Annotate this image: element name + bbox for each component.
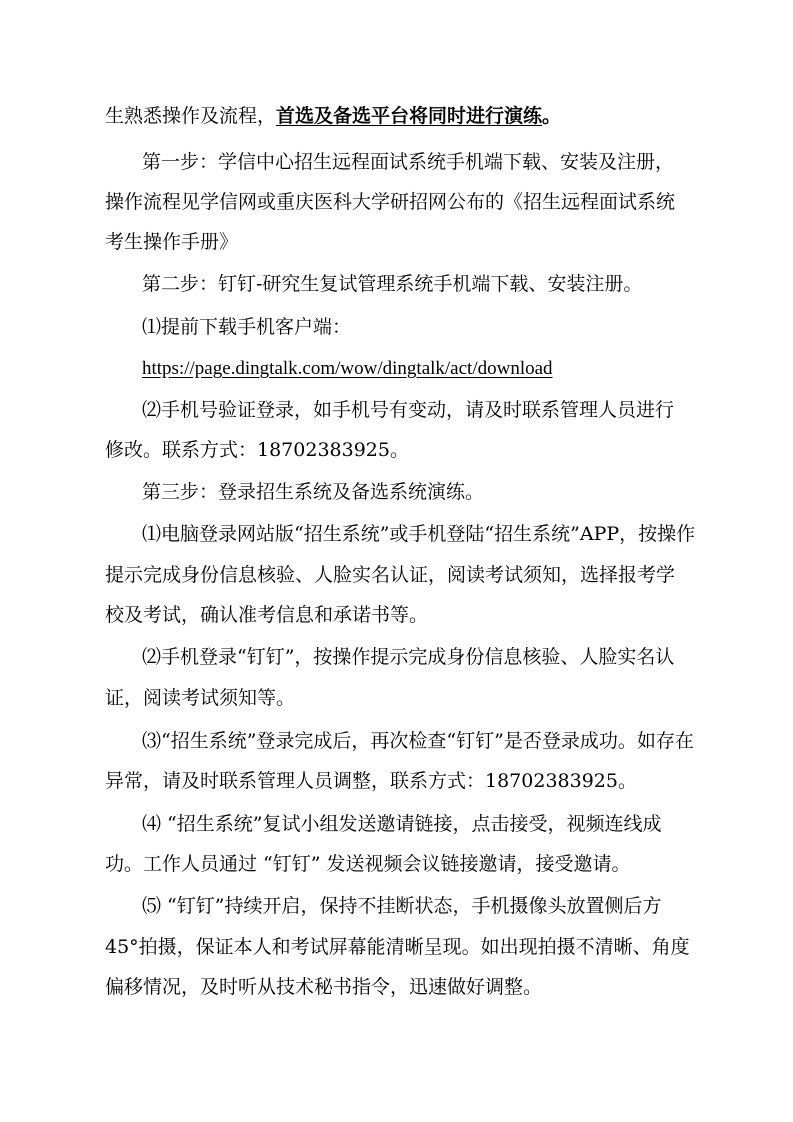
step2-item-2-line-1: ⑵手机号验证登录，如手机号有变动，请及时联系管理人员进行 <box>142 399 675 421</box>
step3-item-2-line-2: 证，阅读考试须知等。 <box>105 687 296 709</box>
step3-line-1: 第三步：登录招生系统及备选系统演练。 <box>142 481 485 503</box>
intro-emphasis: 首选及备选平台将同时进行演练 <box>276 105 543 127</box>
step3-item-4-line-2: 功。工作人员通过 “钉钉” 发送视频会议链接邀请，接受邀请。 <box>105 853 631 875</box>
step3-item-1-line-3: 校及考试，确认准考信息和承诺书等。 <box>105 604 429 626</box>
intro-text-a: 生熟悉操作及流程， <box>105 105 277 127</box>
step3-item-5-line-3: 偏移情况，及时听从技术秘书指令，迅速做好调整。 <box>105 976 543 998</box>
step1-line-3: 考生操作手册》 <box>105 231 239 253</box>
intro-text-c: 。 <box>542 105 562 127</box>
step3-item-1-line-1: ⑴电脑登录网站版“招生系统”或手机登陆“招生系统”APP，按操作 <box>142 523 696 545</box>
step3-item-5-line-2: 45°拍摄，保证本人和考试屏幕能清晰呈现。如出现拍摄不清晰、角度 <box>105 936 690 958</box>
step1-line-2: 操作流程见学信网或重庆医科大学研招网公布的《招生远程面试系统 <box>105 191 676 213</box>
step1-line-1: 第一步：学信中心招生远程面试系统手机端下载、安装及注册， <box>142 151 675 173</box>
step3-item-3-line-2: 异常，请及时联系管理人员调整，联系方式：18702383925。 <box>105 770 637 792</box>
step2-item-2-line-2: 修改。联系方式：18702383925。 <box>105 439 409 461</box>
intro-line <box>0 104 793 128</box>
step2-item-1: ⑴提前下载手机客户端： <box>142 316 352 338</box>
download-link[interactable]: https://page.dingtalk.com/wow/dingtalk/act/download <box>142 358 553 379</box>
step3-item-1-line-2: 提示完成身份信息核验、人脸实名认证，阅读考试须知，选择报考学 <box>105 564 676 586</box>
step3-item-3-line-1: ⑶“招生系统”登录完成后，再次检查“钉钉”是否登录成功。如存在 <box>142 730 694 752</box>
step2-download-link-row <box>0 356 793 381</box>
step3-item-4-line-1: ⑷ “招生系统”复试小组发送邀请链接，点击接受，视频连线成 <box>142 813 662 835</box>
step3-item-5-line-1: ⑸ “钉钉”持续开启，保持不挂断状态，手机摄像头放置侧后方 <box>142 895 662 917</box>
step3-item-2-line-1: ⑵手机登录“钉钉”，按操作提示完成身份信息核验、人脸实名认 <box>142 646 675 668</box>
step2-line-1: 第二步：钉钉-研究生复试管理系统手机端下载、安装注册。 <box>142 273 643 295</box>
